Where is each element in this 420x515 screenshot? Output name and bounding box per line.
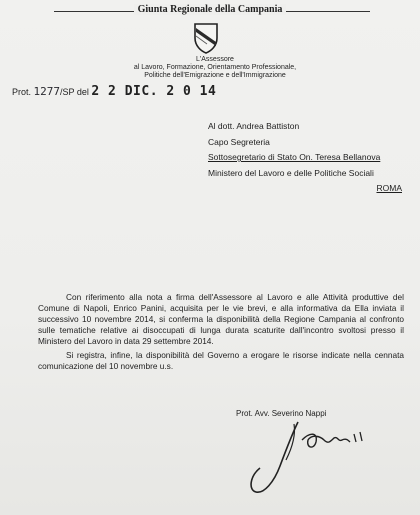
assessore-line: L'Assessore [196, 56, 234, 63]
assessore-line: al Lavoro, Formazione, Orientamento Professionale, [133, 64, 297, 71]
body-paragraph: Si registra, infine, la disponibilità del Governo a erogare le risorse indicate nella cennata comunicazione del 10 novembre u.s. [38, 350, 404, 371]
assessore-line: Politiche dell'Emigrazione e dell'Immigrazione [144, 72, 286, 79]
recipient-name: Al dott. Andrea Battiston [208, 121, 300, 131]
recipient-office: Sottosegretario di Stato On. Teresa Bellanova [208, 152, 381, 162]
recipient-ministry: Ministero del Lavoro e delle Politiche Sociali [208, 167, 374, 178]
body-paragraph: Con riferimento alla nota a firma dell'Assessore al Lavoro e alle Attività produttive del Comune di Napoli, Enrico Panini, acquisita per le vie brevi, e alla informativa da Ella inviata il successivo 10 novembre 2014, si conferma la disponibilità della Regione Campania al confronto sulle tematiche relative ai disoccupati di lunga durata scaturite dall'incontro svoltosi presso il Ministero del Lavoro in data 29 settembre 2014. [38, 292, 404, 346]
campania-coat-of-arms-icon [193, 22, 219, 54]
protocol-suffix: /SP del [60, 87, 89, 97]
recipient-block [208, 119, 414, 197]
protocol-date-stamp: 2 2 DIC. 2 0 14 [91, 84, 217, 99]
assessore-block [100, 56, 330, 80]
protocol-line [12, 84, 216, 99]
org-title-text: Giunta Regionale della Campania [134, 4, 287, 15]
recipient-role: Capo Segreteria [208, 136, 270, 147]
protocol-number: 1277 [33, 85, 61, 98]
signer-name: Prot. Avv. Severino Nappi [236, 409, 327, 418]
org-title [0, 4, 420, 15]
letter-body [38, 292, 404, 375]
protocol-prefix: Prot. [12, 87, 32, 97]
recipient-city: ROMA [376, 183, 402, 193]
handwritten-signature [222, 396, 372, 502]
